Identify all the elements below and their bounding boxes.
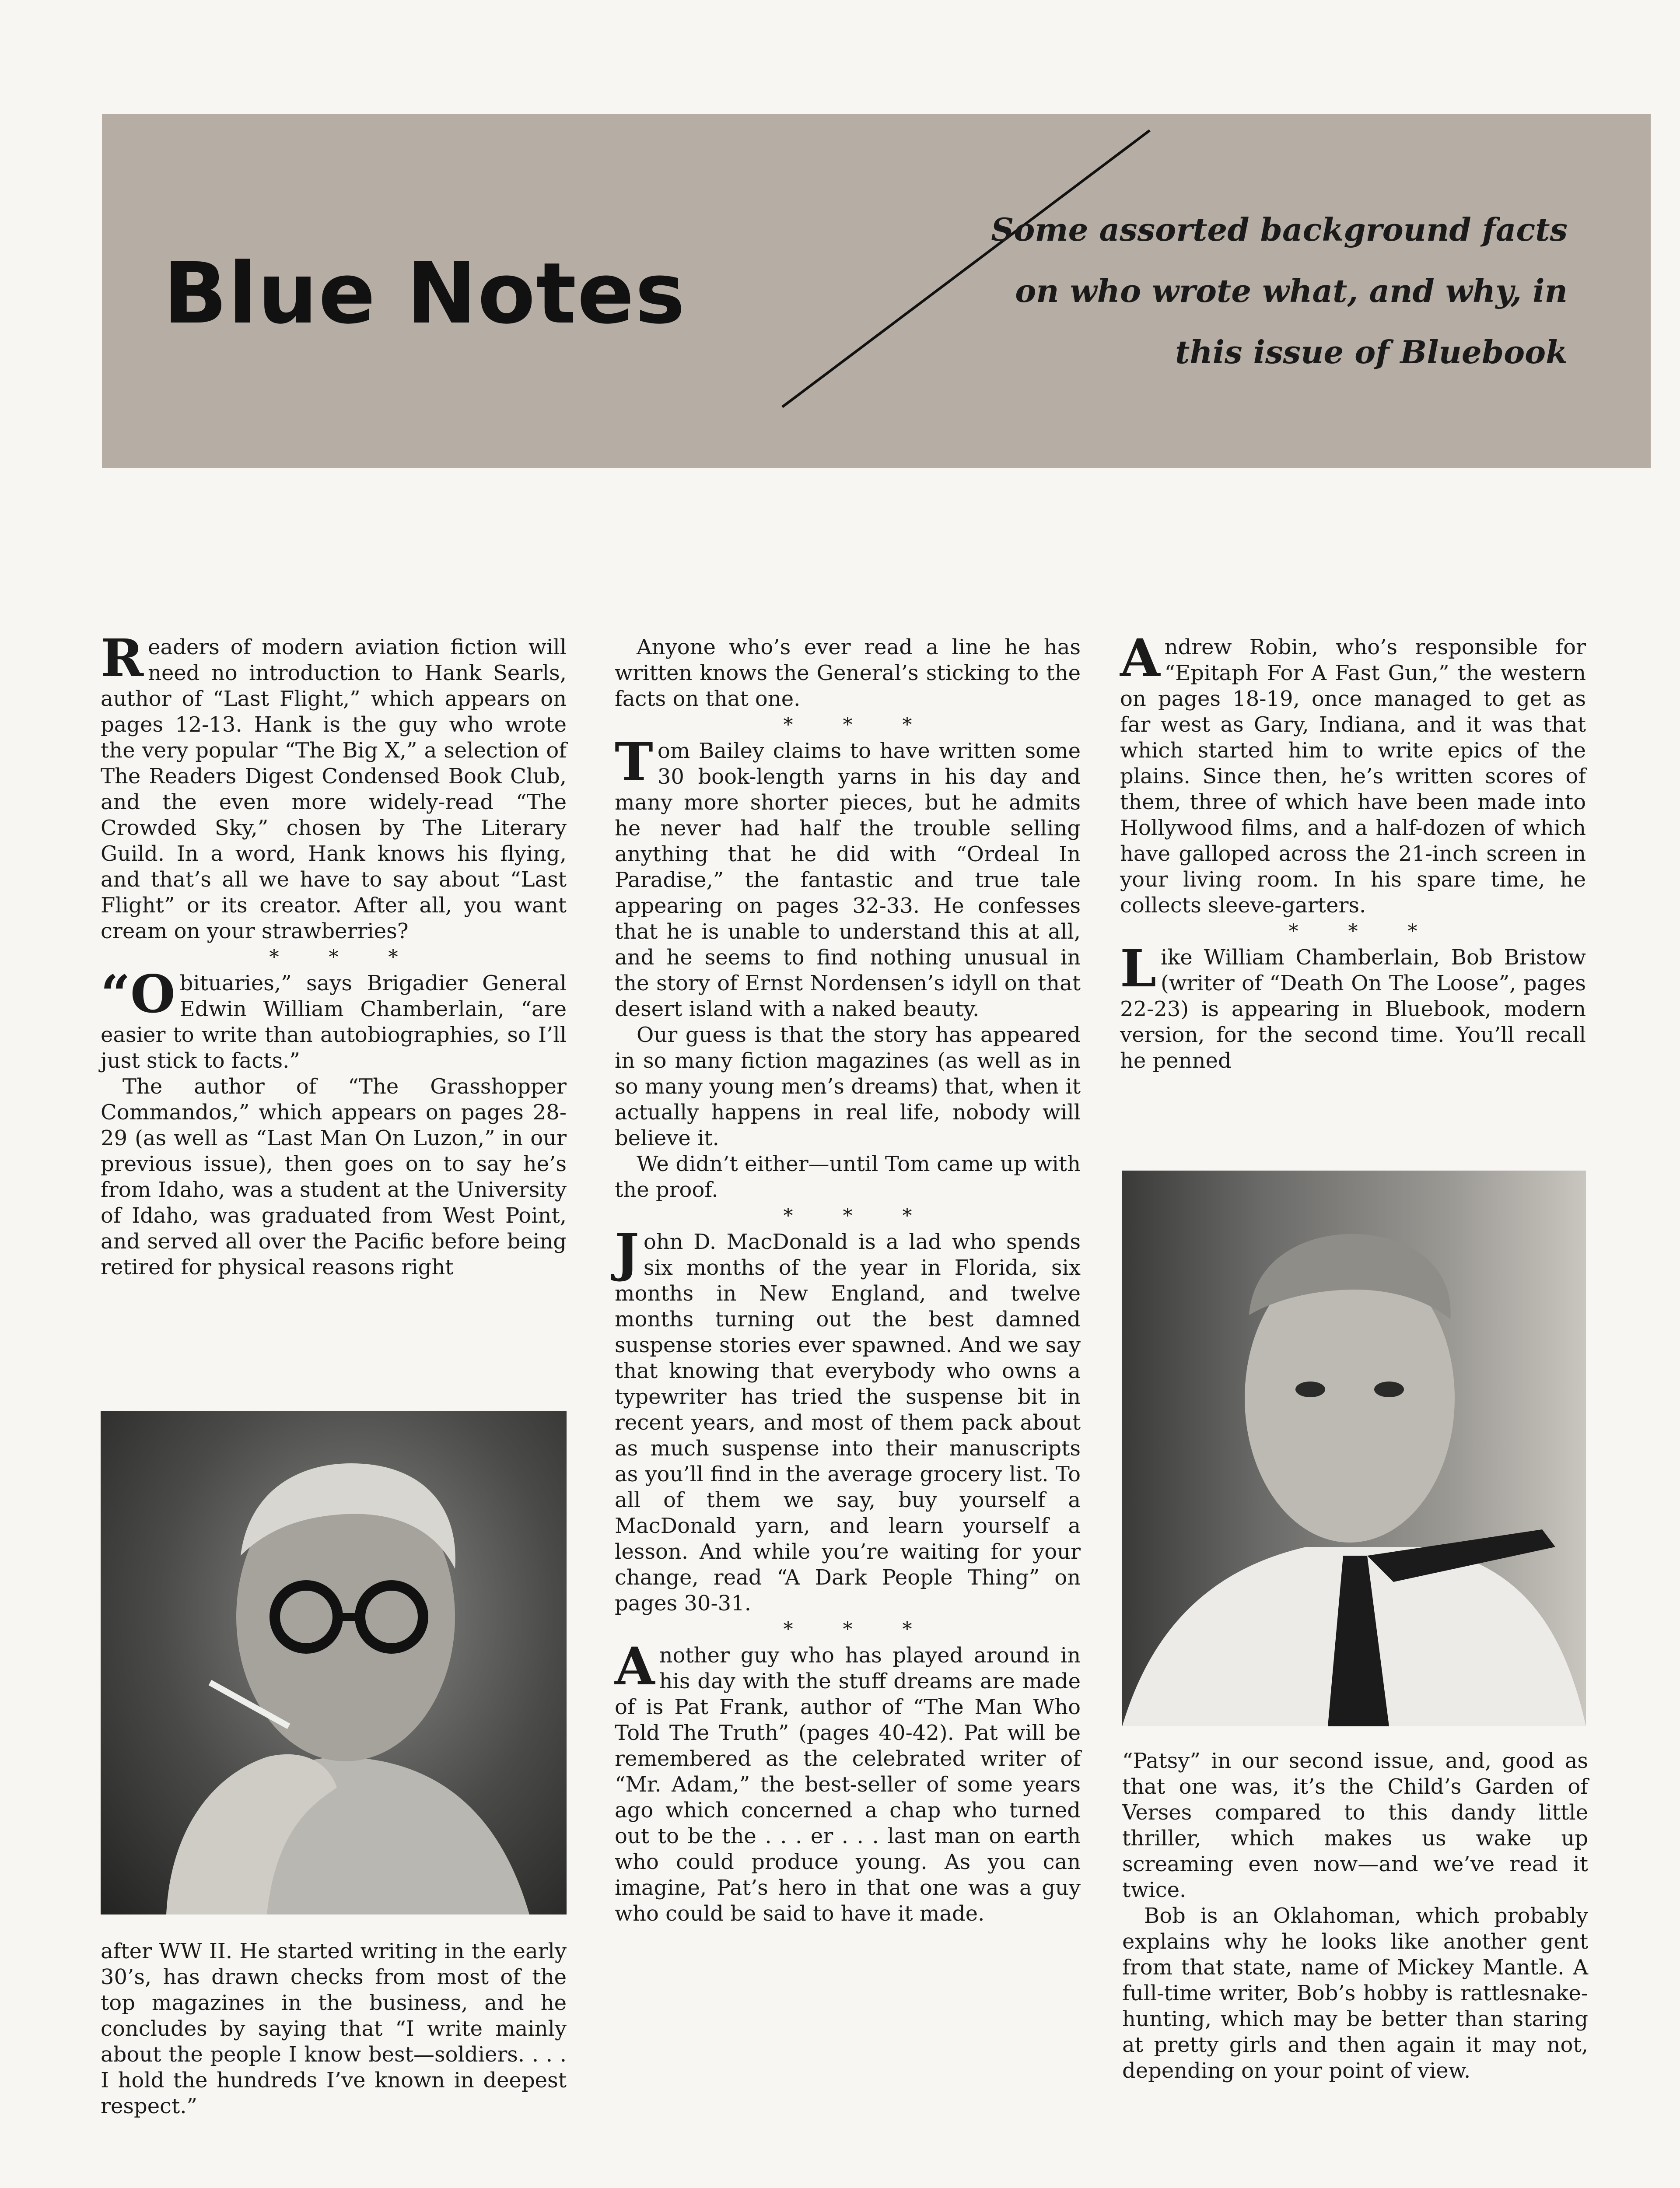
paragraph: Another guy who has played around in his day with the stuff dreams are made of is Pat Frank, author of “The Man Who Told The Truth” (pages 40-42). Pat will be remembered as the celebrated writer of “Mr. Adam,” the best-seller of some years ago which concerned a chap who turned out to be the . . . er . . . last man on earth who could produce young. As you can imagine, Pat’s hero in that one was a guy who could be said to have it made.	[615, 1636, 1081, 1926]
section-separator: * * *	[783, 1205, 934, 1227]
column-3-continued	[1122, 1748, 1588, 2084]
drop-cap: J	[615, 1222, 639, 1283]
section-separator: * * *	[269, 946, 420, 968]
drop-cap: L	[1120, 938, 1156, 999]
author-photo-bristow	[1122, 1171, 1586, 1726]
paragraph: We didn’t either—until Tom came up with the proof.	[615, 1152, 1081, 1202]
subtitle-line: this issue of Bluebook	[1175, 333, 1568, 371]
header-banner	[102, 114, 1651, 468]
drop-cap: R	[101, 628, 144, 688]
column-1	[101, 628, 567, 1280]
paragraph: Like William Chamberlain, Bob Bristow (writer of “Death On The Loose”, pages 22-23) is appearing in Bluebook, modern version, for the second time. You’ll recall he penned	[1120, 938, 1586, 1073]
paragraph: Tom Bailey claims to have written some 30 book-length yarns in his day and many more shorter pieces, but he admits he never had half the trouble selling anything that he did with “Ordeal In Paradise,” the fantastic and true tale appearing on pages 32-33. He confesses that he is unable to understand this at all, and he seems to find nothing unusual in the story of Ernst Nordensen’s idyll on that desert island with a naked beauty.	[615, 731, 1081, 1021]
section-separator: * * *	[783, 1618, 934, 1641]
column-2	[615, 635, 1081, 1927]
paragraph: “Obituaries,” says Brigadier General Edwin William Chamberlain, “are easier to write than autobiographies, so I’ll just stick to facts.”	[101, 964, 567, 1073]
paragraph: Bob is an Oklahoman, which probably explains why he looks like another gent from that state, name of Mickey Mantle. A full-time writer, Bob’s hobby is rattlesnake-hunting, which may be better than staring at pretty girls and then again it may not, depending on your point of view.	[1122, 1904, 1588, 2083]
drop-cap: “O	[101, 964, 175, 1024]
section-separator: * * *	[1288, 920, 1439, 943]
paragraph: Readers of modern aviation fiction will need no introduction to Hank Searls, author of “Last Flight,” which appears on pages 12-13. Hank is the guy who wrote the very popular “The Big X,” a selection of The Readers Digest Condensed Book Club, and the even more widely-read “The Crowded Sky,” chosen by The Literary Guild. In a word, Hank knows his flying, and that’s all we have to say about “Last Flight” or its creator. After all, you want cream on your strawberries?	[101, 628, 567, 943]
paragraph: “Patsy” in our second issue, and, good as that one was, it’s the Child’s Garden of Verses compared to this dandy little thriller, which makes us wake up screaming even now—and we’ve read it twice.	[1122, 1749, 1588, 1902]
drop-cap: A	[615, 1636, 655, 1697]
subtitle-line: on who wrote what, and why, in	[1015, 272, 1568, 309]
column-1-continued	[101, 1939, 567, 2119]
header-subtitle	[955, 199, 1568, 383]
page-title: Blue Notes	[163, 245, 686, 343]
paragraph: The author of “The Grasshopper Commandos,” which appears on pages 28-29 (as well as “Last Man On Luzon,” in our previous issue), then goes on to say he’s from Idaho, was a student at the University of Idaho, was graduated from West Point, and served all over the Pacific before being retired for physical reasons right	[101, 1074, 567, 1280]
paragraph: John D. MacDonald is a lad who spends six months of the year in Florida, six months in New England, and twelve months turning out the best damned suspense stories ever spawned. And we say that knowing that everybody who owns a typewriter has tried the suspense bit in recent years, and most of them pack about as much suspense into their manuscripts as you’ll find in the average grocery list. To all of them we say, buy yourself a MacDonald yarn, and learn yourself a lesson. And while you’re waiting for your change, read “A Dark People Thing” on pages 30-31.	[615, 1222, 1081, 1616]
paragraph: after WW II. He started writing in the early 30’s, has drawn checks from most of the top magazines in the business, and he concludes by saying that “I write mainly about the people I know best—soldiers. . . . I hold the hundreds I’ve known in deepest respect.”	[101, 1939, 567, 2118]
section-separator: * * *	[783, 714, 934, 736]
column-3	[1120, 628, 1586, 1074]
author-photo-chamberlain	[101, 1411, 567, 1914]
drop-cap: A	[1120, 628, 1160, 688]
paragraph: Anyone who’s ever read a line he has written knows the General’s sticking to the facts on that one.	[615, 635, 1081, 711]
paragraph: Our guess is that the story has appeared in so many fiction magazines (as well as in so many young men’s dreams) that, when it actually happens in real life, nobody will believe it.	[615, 1023, 1081, 1150]
drop-cap: T	[615, 731, 653, 792]
subtitle-line: Some assorted background facts	[991, 211, 1568, 248]
paragraph: Andrew Robin, who’s responsible for “Epitaph For A Fast Gun,” the western on pages 18-19, once managed to get as far west as Gary, Indiana, and it was that which started him to write epics of the plains. Since then, he’s written scores of them, three of which have been made into Hollywood films, and a half-dozen of which have galloped across the 21-inch screen in your living room. In his spare time, he collects sleeve-garters.	[1120, 628, 1586, 918]
